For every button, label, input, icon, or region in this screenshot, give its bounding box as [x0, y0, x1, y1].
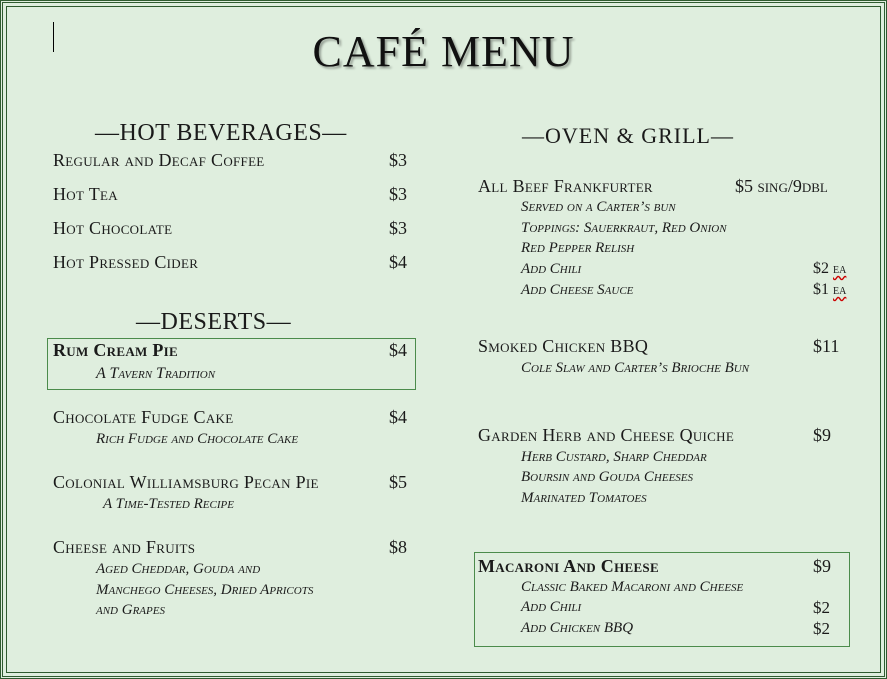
- menu-item-description: Served on a Carter’s bun: [521, 199, 676, 215]
- menu-item-description: and Grapes: [96, 602, 165, 618]
- menu-item-description: Cole Slaw and Carter’s Brioche Bun: [521, 360, 750, 376]
- menu-item-price: $5: [389, 472, 407, 492]
- menu-item-description: Manchego Cheeses, Dried Apricots: [96, 582, 314, 598]
- menu-item-name: Rum Cream Pie: [53, 340, 178, 360]
- menu-item-price: $11: [813, 336, 840, 356]
- menu-item-description: Classic Baked Macaroni and Cheese: [521, 579, 744, 595]
- addon-name: Add Chicken BBQ: [521, 620, 634, 636]
- menu-item-name: All Beef Frankfurter: [478, 176, 653, 196]
- addon-price: $2: [813, 619, 830, 638]
- menu-title: CAFÉ MENU: [312, 27, 575, 76]
- menu-item-description: Rich Fudge and Chocolate Cake: [96, 431, 299, 447]
- menu-item-name: Regular and Decaf Coffee: [53, 150, 265, 170]
- menu-item-description: Toppings: Sauerkraut, Red Onion: [521, 220, 727, 236]
- addon-unit: ea: [833, 283, 847, 298]
- addon-price: $2 ea: [813, 260, 847, 277]
- menu-item-name: Hot Tea: [53, 184, 118, 204]
- menu-item-price: $4: [389, 252, 407, 272]
- menu-item-description: Herb Custard, Sharp Cheddar: [521, 449, 707, 465]
- menu-item-name: Cheese and Fruits: [53, 537, 196, 557]
- menu-item-description: Marinated Tomatoes: [521, 490, 647, 506]
- menu-item-name: Smoked Chicken BBQ: [478, 336, 649, 356]
- addon-price: $2: [813, 598, 830, 617]
- menu-item-price: $8: [389, 537, 407, 557]
- menu-item-name: Colonial Williamsburg Pecan Pie: [53, 472, 319, 492]
- menu-item-description: Boursin and Gouda Cheeses: [521, 469, 694, 485]
- addon-price: $1 ea: [813, 281, 847, 298]
- menu-item-name: Macaroni And Cheese: [478, 556, 659, 576]
- menu-item-price: $4: [389, 407, 407, 427]
- menu-item-description: A Tavern Tradition: [96, 365, 216, 382]
- menu-item-price: $3: [389, 184, 407, 204]
- deserts-heading: —DESERTS—: [136, 309, 292, 335]
- menu-item-name: Garden Herb and Cheese Quiche: [478, 425, 735, 445]
- addon-name: Add Chili: [521, 599, 582, 615]
- addon-unit: ea: [833, 262, 847, 277]
- menu-item-name: Hot Chocolate: [53, 218, 173, 238]
- menu-item-name: Hot Pressed Cider: [53, 252, 199, 272]
- menu-item-description: Red Pepper Relish: [521, 240, 635, 256]
- menu-item-description: Aged Cheddar, Gouda and: [96, 561, 261, 577]
- menu-item-price: $9: [813, 556, 831, 576]
- menu-item-name: Chocolate Fudge Cake: [53, 407, 234, 427]
- menu-item-price: $3: [389, 150, 407, 170]
- menu-item-price: $9: [813, 425, 831, 445]
- menu-item-price: $3: [389, 218, 407, 238]
- hot-beverages-heading: —HOT BEVERAGES—: [95, 120, 347, 146]
- menu-item-price: $4: [389, 340, 407, 360]
- addon-name: Add Cheese Sauce: [521, 282, 634, 298]
- menu-item-description: A Time-Tested Recipe: [103, 496, 234, 512]
- oven-grill-heading: —OVEN & GRILL—: [522, 123, 734, 148]
- menu-item-price: $5 sing/9dbl: [735, 176, 828, 196]
- addon-name: Add Chili: [521, 261, 582, 277]
